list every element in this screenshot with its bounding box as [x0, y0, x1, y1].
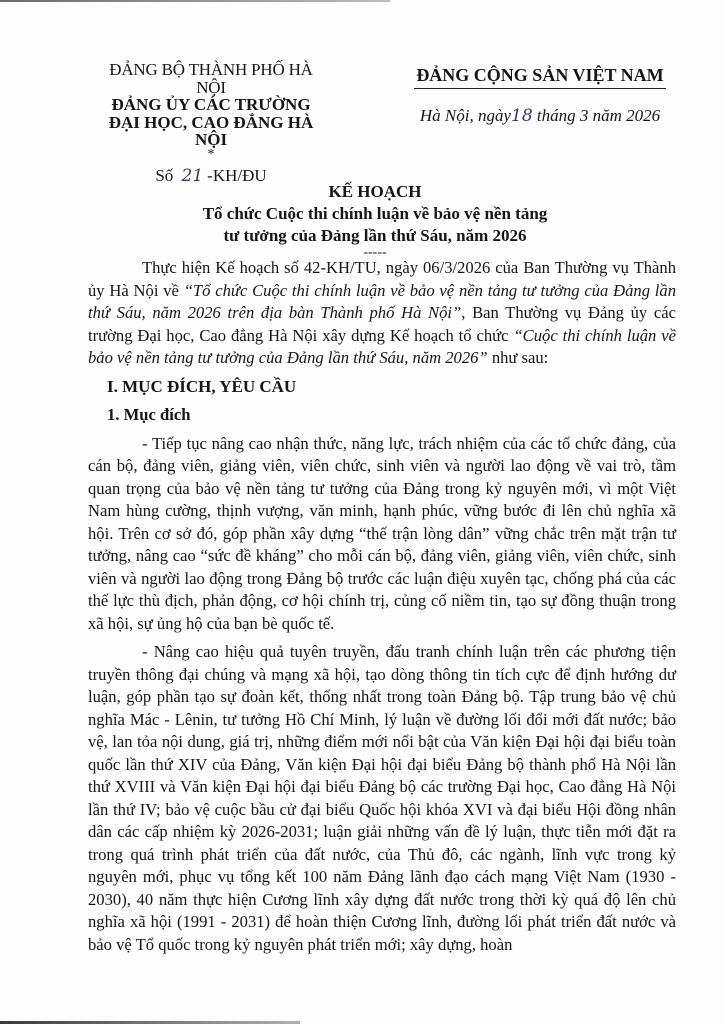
intro-quote-2: “Cuộc thi chính luận về bảo vệ nền tảng tư tưởng của Đảng lần thứ Sáu, năm 2026”: [88, 325, 676, 367]
document-title-block: [150, 181, 600, 259]
document-type: KẾ HOẠCH: [328, 182, 422, 201]
place-date-prefix: Hà Nội, ngày: [419, 106, 511, 125]
document-title-line1: Tổ chức Cuộc thi chính luận về bảo vệ nền tảng: [202, 204, 548, 223]
intro-text-3: như sau:: [487, 348, 549, 367]
star-separator: *: [207, 146, 215, 162]
place-date-suffix: tháng 3 năm 2026: [536, 106, 661, 125]
purpose-paragraph-1: - Tiếp tục nâng cao nhận thức, năng lực, trách nhiệm của các tổ chức đảng, của cán bộ, đảng viên, giảng viên, viên chức, sinh viên và người lao động về vai trò, tầm quan trọng của bảo vệ nền tảng tư tưởng của Đảng trong kỷ nguyên mới, vì một Việt Nam hùng cường, thịnh vượng, văn minh, hạnh phúc, vững bước đi lên chủ nghĩa xã hội. Trên cơ sở đó, góp phần xây dựng “thế trận lòng dân” vững chắc trên mặt trận tư tưởng, nâng cao “sức đề kháng” cho mỗi cán bộ, đảng viên, giảng viên, viên chức, sinh viên và người lao động trong Đảng bộ trước các luận điệu xuyên tạc, chống phá của các thế lực thù địch, phản động, cơ hội chính trị, củng cố niềm tin, tạo sự đồng thuận trong xã hội, sự ủng hộ của bạn bè quốc tế.: [88, 433, 676, 633]
party-name-underline: [414, 88, 666, 89]
parent-organization: ĐẢNG BỘ THÀNH PHỐ HÀ NỘI: [109, 60, 313, 97]
intro-text-2: , Ban Thường vụ Đảng ủy các trường Đại học, Cao đẳng Hà Nội xây dựng Kế hoạch tổ chức: [88, 303, 676, 345]
intro-text-1: Thực hiện Kế hoạch số 42-KH/TU, ngày 06/3/2026 của Ban Thường vụ Thành ủy Hà Nội về: [88, 258, 676, 300]
section-heading: I. MỤC ĐÍCH, YÊU CẦU: [107, 376, 297, 396]
party-name: ĐẢNG CỘNG SẢN VIỆT NAM: [416, 65, 664, 85]
document-number-prefix: Số: [155, 165, 174, 185]
national-header-block: [400, 64, 680, 126]
title-separator: -----: [363, 245, 387, 260]
scan-edge-top: [0, 0, 390, 2]
organization-name-line1: ĐẢNG ỦY CÁC TRƯỜNG: [111, 95, 311, 114]
document-number-suffix: -KH/ĐU: [207, 165, 267, 185]
purpose-paragraph-2: - Nâng cao hiệu quả tuyên truyền, đấu tranh chính luận trên các phương tiện truyền thông đại chúng và mạng xã hội, tạo dòng thông tin tích cực để định hướng dư luận, góp phần tạo sự đoàn kết, thống nhất trong toàn Đảng bộ. Tập trung bảo vệ chủ nghĩa Mác - Lênin, tư tưởng Hồ Chí Minh, lý luận về đường lối đổi mới đất nước; bảo vệ, lan tỏa nội dung, giá trị, những điểm mới nổi bật của Văn kiện Đại hội đại biểu toàn quốc lần thứ XIV của Đảng, Văn kiện Đại hội đại biểu Đảng bộ thành phố Hà Nội lần thứ XVIII và Văn kiện Đại hội đại biểu Đảng bộ các trường Đại học, Cao đẳng Hà Nội lần thứ IV; bảo vệ cuộc bầu cử đại biểu Quốc hội khóa XVI và đại biểu Hội đồng nhân dân các cấp nhiệm kỳ 2026-2031; luận giải những vấn đề lý luận, thực tiễn mới đặt ra trong quá trình phát triển của đất nước, của Thủ đô, các ngành, lĩnh vực trong kỷ nguyên mới, phục vụ tổng kết 100 năm Đảng lãnh đạo cách mạng Việt Nam (1930 - 2030), 40 năm thực hiện Cương lĩnh xây dựng đất nước trong thời kỳ quá độ lên chủ nghĩa xã hội (1991 - 2031) để hoàn thiện Cương lĩnh, đường lối phát triển đất nước và bảo vệ Tổ quốc trong kỷ nguyên phát triển mới; xây dựng, hoàn: [88, 642, 676, 954]
document-title-line2: tư tưởng của Đảng lần thứ Sáu, năm 2026: [223, 226, 527, 245]
document-number-value: 21: [181, 165, 204, 186]
intro-quote-1: “Tổ chức Cuộc thi chính luận về bảo vệ nền tảng tư tưởng của Đảng lần thứ Sáu, năm 2026 trên địa bàn Thành phố Hà Nội”: [88, 280, 676, 322]
issuing-authority-block: [100, 61, 322, 185]
place-date-day: 18: [511, 106, 533, 126]
place-and-date: [400, 106, 680, 126]
organization-name-line2: ĐẠI HỌC, CAO ĐẲNG HÀ NỘI: [108, 112, 314, 149]
intro-paragraph: [88, 257, 676, 370]
document-body: [88, 257, 676, 956]
subsection-heading: 1. Mục đích: [107, 405, 191, 424]
